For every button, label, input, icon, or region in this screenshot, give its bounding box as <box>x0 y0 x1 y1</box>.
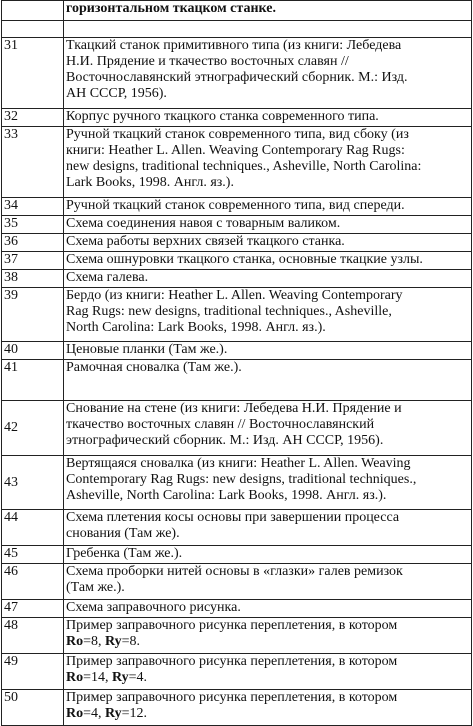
row-number: 34 <box>2 198 64 216</box>
row-description: Пример заправочного рисунка переплетения, в котором Ro=14, Ry=4. <box>64 654 472 690</box>
row-description: Схема ошнуровки ткацкого станка, основные ткацкие узлы. <box>64 252 472 270</box>
row-description: Бердо (из книги: Heather L. Allen. Weaving Contemporary Rag Rugs: new designs, traditional techniques., Asheville, North Carolina: Lark Books, 1998. Англ. яз.). <box>64 288 472 342</box>
row-number: 48 <box>2 618 64 654</box>
row-number: 45 <box>2 546 64 564</box>
table-row <box>2 401 472 456</box>
row-description: Ручной ткацкий станок современного типа, вид спереди. <box>64 198 472 216</box>
row-number: 50 <box>2 690 64 726</box>
table-row <box>2 546 472 564</box>
table-row <box>2 198 472 216</box>
row-description: Схема работы верхних связей ткацкого станка. <box>64 234 472 252</box>
row-description: Снование на стене (из книги: Лебедева Н.И. Прядение и ткачество восточных славян // Восточнославянский этнографический сборник. М.: Изд. АН СССР, 1956). <box>64 401 472 456</box>
row-description: Схема заправочного рисунка. <box>64 600 472 618</box>
table-row <box>2 618 472 654</box>
row-number: 31 <box>2 38 64 109</box>
figure-list-table <box>1 0 472 726</box>
table-row <box>2 109 472 127</box>
row-number: 33 <box>2 127 64 198</box>
table-row <box>2 600 472 618</box>
row-number: 44 <box>2 510 64 546</box>
table-row <box>2 510 472 546</box>
row-number: 46 <box>2 564 64 600</box>
table-row <box>2 288 472 342</box>
table-row <box>2 1 472 21</box>
row-number: 42 <box>2 401 64 456</box>
row-description: Схема проборки нитей основы в «глазки» галев ремизок (Там же.). <box>64 564 472 600</box>
row-description: горизонтальном ткацком станке. <box>64 1 472 21</box>
table-row <box>2 342 472 360</box>
row-description: Схема соединения навоя с товарным валиком. <box>64 216 472 234</box>
row-description: Ручной ткацкий станок современного типа, вид сбоку (из книги: Heather L. Allen. Weaving Contemporary Rag Rugs: new designs, traditional techniques., Asheville, North Carolina: Lark Books, 1998. Англ. яз.). <box>64 127 472 198</box>
row-number: 43 <box>2 456 64 510</box>
row-number: 41 <box>2 360 64 401</box>
row-description: Схема галева. <box>64 270 472 288</box>
row-description: Корпус ручного ткацкого станка современного типа. <box>64 109 472 127</box>
row-number: 36 <box>2 234 64 252</box>
row-number: 49 <box>2 654 64 690</box>
table-row-empty <box>2 21 472 38</box>
table-row <box>2 456 472 510</box>
table-row <box>2 216 472 234</box>
table-row <box>2 360 472 401</box>
row-number: 32 <box>2 109 64 127</box>
row-description: Схема плетения косы основы при завершении процесса снования (Там же). <box>64 510 472 546</box>
table-row <box>2 270 472 288</box>
table-row <box>2 127 472 198</box>
table-row <box>2 564 472 600</box>
document-page <box>1 0 472 726</box>
table-row <box>2 252 472 270</box>
row-number: 37 <box>2 252 64 270</box>
table-row <box>2 38 472 109</box>
row-number: 39 <box>2 288 64 342</box>
row-number: 40 <box>2 342 64 360</box>
table-row <box>2 234 472 252</box>
row-number: 35 <box>2 216 64 234</box>
row-description: Рамочная сновалка (Там же.). <box>64 360 472 401</box>
row-description: Гребенка (Там же.). <box>64 546 472 564</box>
row-description: Пример заправочного рисунка переплетения, в котором Ro=4, Ry=12. <box>64 690 472 726</box>
row-description: Пример заправочного рисунка переплетения, в котором Ro=8, Ry=8. <box>64 618 472 654</box>
row-description: Вертящаяся сновалка (из книги: Heather L. Allen. Weaving Contemporary Rag Rugs: new designs, traditional techniques., Asheville, North Carolina: Lark Books, 1998. Англ. яз.). <box>64 456 472 510</box>
row-description: Ткацкий станок примитивного типа (из книги: Лебедева Н.И. Прядение и ткачество восточных славян // Восточнославянский этнографический сборник. М.: Изд. АН СССР, 1956). <box>64 38 472 109</box>
row-description: Ценовые планки (Там же.). <box>64 342 472 360</box>
table-row <box>2 690 472 726</box>
row-number: 47 <box>2 600 64 618</box>
table-row <box>2 654 472 690</box>
row-number <box>2 1 64 21</box>
row-number: 38 <box>2 270 64 288</box>
